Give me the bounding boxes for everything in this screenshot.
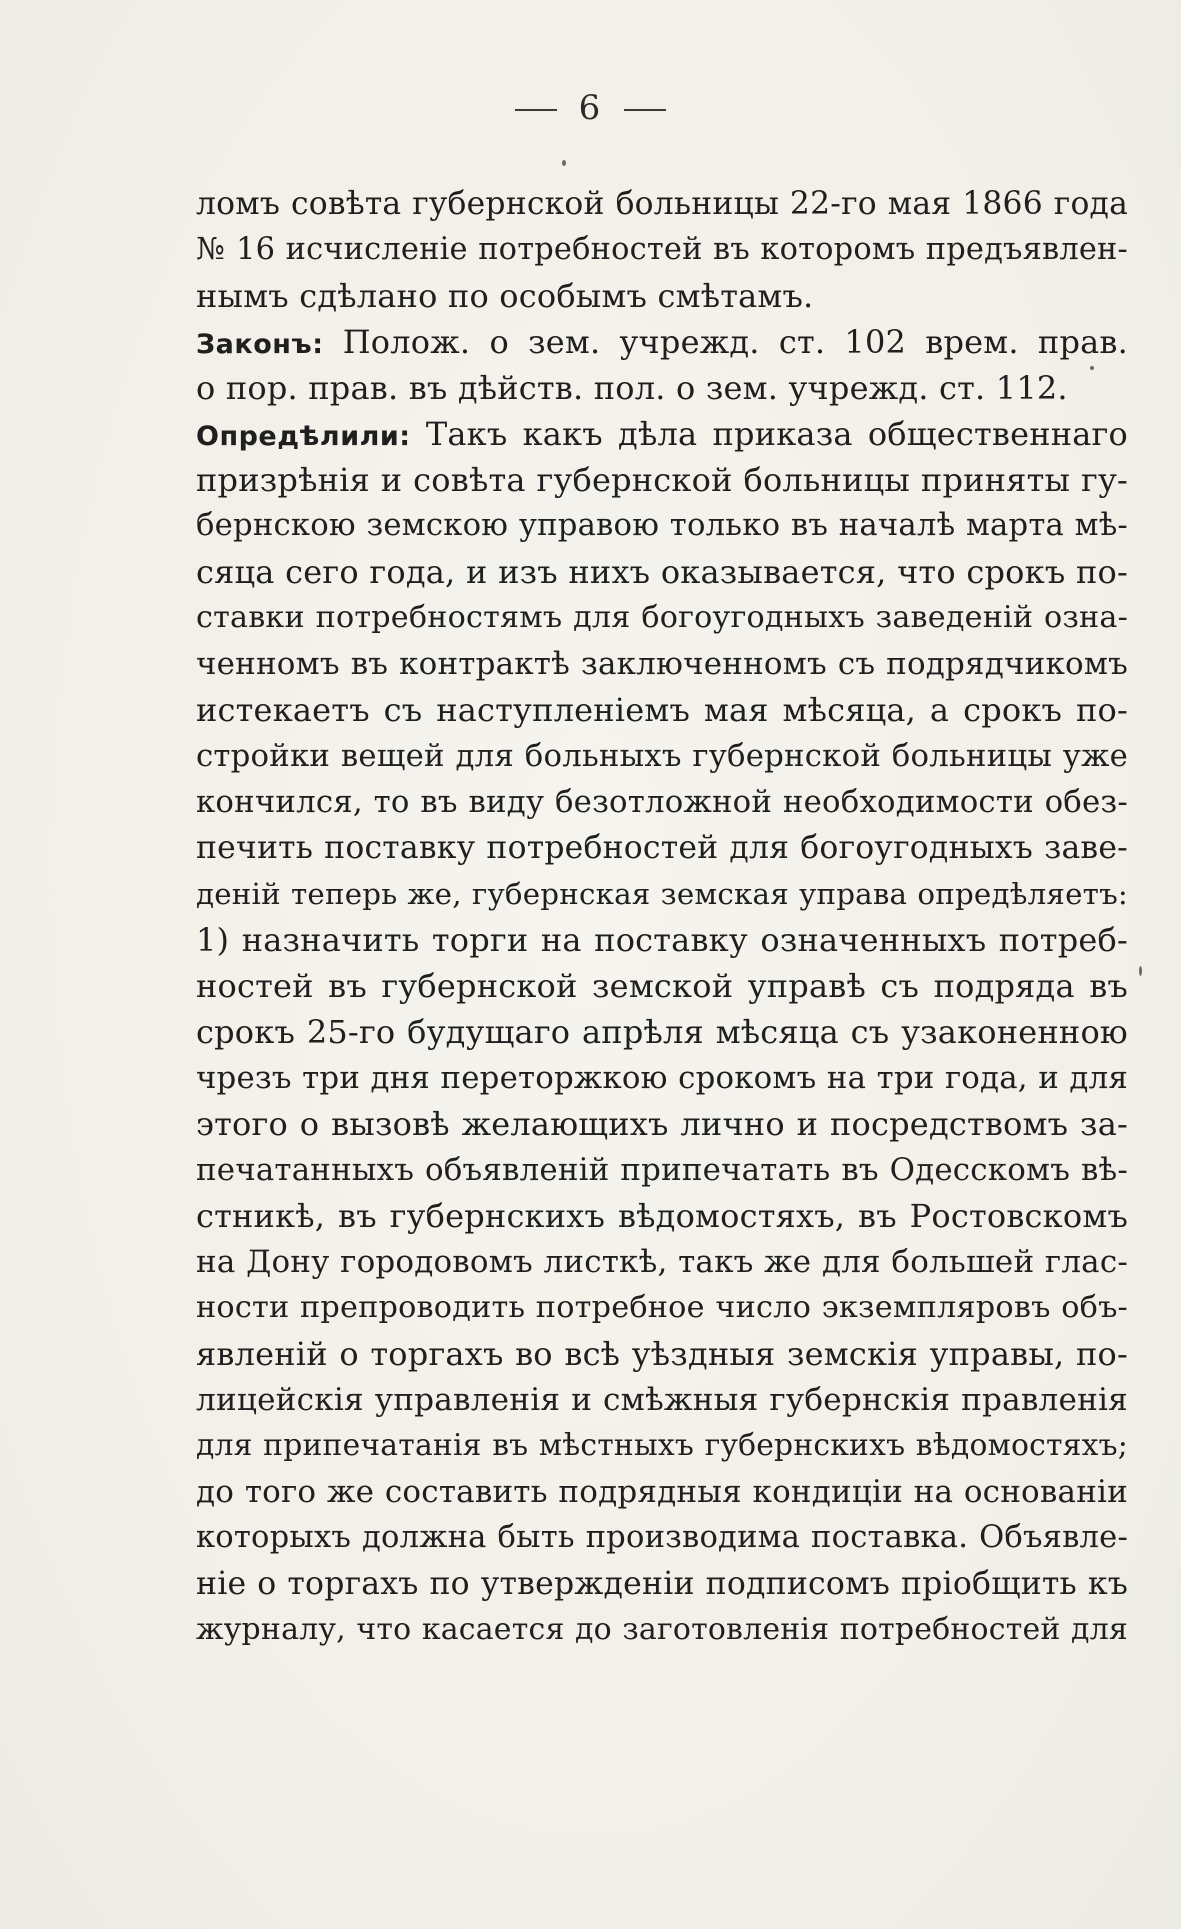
- text-line: [196, 1147, 1128, 1193]
- text-line: [196, 1515, 1128, 1561]
- line-text: лицейскія управленія и смѣжныя губернскія правленія: [196, 1382, 1128, 1418]
- text-line: [196, 411, 1128, 457]
- line-text: этого о вызовѣ желающихъ лично и посредствомъ за-: [196, 1105, 1128, 1143]
- line-text: которыхъ должна быть производима поставка. Объявле-: [196, 1520, 1128, 1555]
- page-number-header: [0, 88, 1181, 128]
- text-line: [196, 1285, 1128, 1331]
- text-line: [196, 871, 1128, 917]
- print-speck: [1139, 966, 1142, 976]
- line-text: стникѣ, въ губернскихъ вѣдомостяхъ, въ Ростовскомъ: [196, 1197, 1128, 1235]
- text-line: [196, 1331, 1128, 1377]
- line-text: ностей въ губернской земской управѣ съ подряда въ: [196, 967, 1128, 1005]
- section-label: Законъ:: [196, 329, 324, 360]
- line-text: стройки вещей для больныхъ губернской больницы уже: [196, 738, 1128, 774]
- line-text: для припечатанія въ мѣстныхъ губернскихъ вѣдомостяхъ;: [196, 1428, 1128, 1463]
- text-line: [196, 687, 1128, 733]
- section-label: Опредѣлили:: [196, 421, 411, 452]
- page-number: 6: [578, 88, 603, 128]
- line-text: ніе о торгахъ по утвержденіи подписомъ пріобщить къ: [196, 1566, 1128, 1602]
- line-text: кончился, то въ виду безотложной необходимости обез-: [196, 784, 1128, 820]
- line-text: призрѣнія и совѣта губернской больницы приняты гу-: [196, 461, 1128, 499]
- text-line: [196, 319, 1128, 365]
- text-line: [196, 917, 1128, 963]
- text-line: [196, 181, 1128, 227]
- line-text: до того же составить подрядныя кондиціи на основаніи: [196, 1474, 1128, 1510]
- text-line: [196, 365, 1128, 411]
- line-text: чрезъ три дня переторжкою срокомъ на три года, и для: [196, 1060, 1128, 1096]
- line-text: ченномъ въ контрактѣ заключенномъ съ подрядчикомъ: [196, 646, 1128, 682]
- line-text: ности препроводить потребное число экземпляровъ объ-: [196, 1290, 1128, 1325]
- text-line: [196, 1469, 1128, 1515]
- text-line: [196, 641, 1128, 687]
- line-text: Такъ какъ дѣла приказа общественнаго: [410, 415, 1128, 453]
- text-line: [196, 1377, 1128, 1423]
- print-speck: [562, 160, 566, 166]
- line-text: Полож. о зем. учрежд. ст. 102 врем. прав.: [323, 323, 1128, 361]
- text-line: [196, 549, 1128, 595]
- line-text: на Дону городовомъ листкѣ, такъ же для большей глас-: [196, 1244, 1128, 1280]
- text-line: [196, 825, 1128, 871]
- text-line: [196, 503, 1128, 549]
- line-text: нымъ сдѣлано по особымъ смѣтамъ.: [196, 277, 814, 315]
- page-number-dash-left: [515, 109, 557, 111]
- line-text: деній теперь же, губернская земская управа опредѣляетъ:: [196, 877, 1128, 911]
- text-line: [196, 1607, 1128, 1653]
- line-text: бернскою земскою управою только въ началѣ марта мѣ-: [196, 508, 1128, 543]
- text-line: [196, 1239, 1128, 1285]
- line-text: ставки потребностямъ для богоугодныхъ заведеній озна-: [196, 600, 1128, 635]
- page-number-dash-right: [624, 109, 666, 111]
- line-text: о пор. прав. въ дѣйств. пол. о зем. учрежд. ст. 112.: [196, 369, 1068, 407]
- text-line: [196, 733, 1128, 779]
- text-line: [196, 779, 1128, 825]
- line-text: явленій о торгахъ во всѣ уѣздныя земскія управы, по-: [196, 1335, 1128, 1373]
- line-text: печить поставку потребностей для богоугодныхъ заве-: [196, 830, 1128, 866]
- text-line: [196, 1101, 1128, 1147]
- body-text: [196, 181, 1128, 1653]
- line-text: журналу, что касается до заготовленія потребностей для: [196, 1612, 1128, 1647]
- text-line: [196, 963, 1128, 1009]
- print-speck: [1090, 366, 1094, 370]
- text-line: [196, 1009, 1128, 1055]
- line-text: 1) назначить торги на поставку означенныхъ потреб-: [196, 921, 1128, 959]
- line-text: сяца сего года, и изъ нихъ оказывается, что срокъ по-: [196, 553, 1128, 591]
- line-text: печатанныхъ объявленій припечатать въ Одесскомъ вѣ-: [196, 1152, 1128, 1188]
- text-line: [196, 1055, 1128, 1101]
- text-line: [196, 1193, 1128, 1239]
- line-text: срокъ 25-го будущаго апрѣля мѣсяца съ узаконенною: [196, 1013, 1128, 1051]
- text-line: [196, 595, 1128, 641]
- line-text: ломъ совѣта губернской больницы 22-го мая 1866 года: [196, 186, 1128, 222]
- text-line: [196, 273, 1128, 319]
- line-text: № 16 исчисленіе потребностей въ которомъ предъявлен-: [196, 232, 1128, 267]
- text-line: [196, 1561, 1128, 1607]
- text-line: [196, 227, 1128, 273]
- text-line: [196, 1423, 1128, 1469]
- text-line: [196, 457, 1128, 503]
- line-text: истекаетъ съ наступленіемъ мая мѣсяца, а срокъ по-: [196, 691, 1128, 729]
